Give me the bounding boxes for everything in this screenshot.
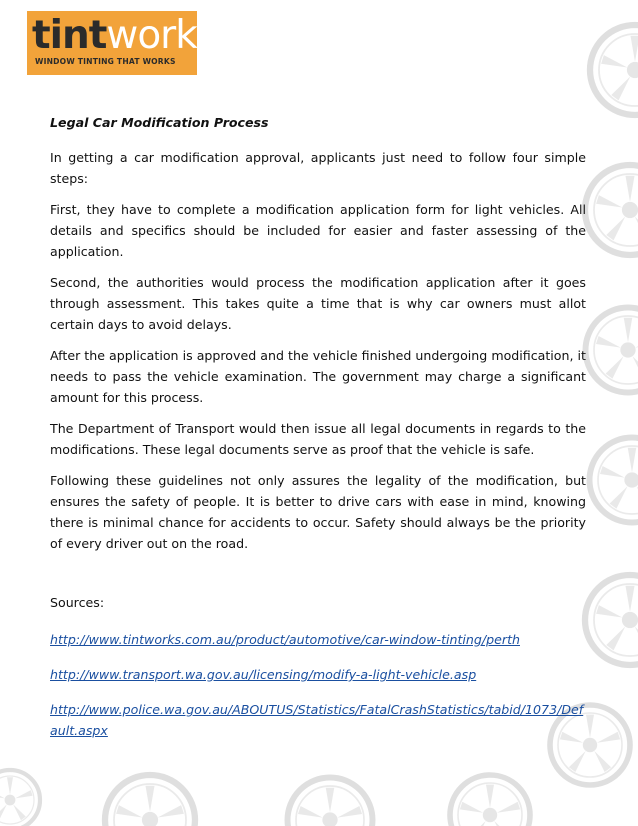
- paragraph-step-2: Second, the authorities would process the modification application after it goes through assessment. This takes quite a time that is why car owners must allot certain days to avoid delays.: [50, 275, 586, 332]
- logo-wordmark: [32, 13, 216, 59]
- source-link-police[interactable]: http://www.police.wa.gov.au/ABOUTUS/Statistics/FatalCrashStatistics/tabid/1073/Default.aspx: [50, 702, 584, 738]
- source-link-transport[interactable]: http://www.transport.wa.gov.au/licensing/modify-a-light-vehicle.asp: [50, 667, 477, 682]
- paragraph-intro: In getting a car modification approval, applicants just need to follow four simple steps:: [50, 150, 586, 186]
- logo-tint-text: tint: [32, 13, 107, 58]
- document-body: [50, 112, 586, 755]
- paragraph-conclusion: Following these guidelines not only assures the legality of the modification, but ensures the safety of people. It is better to drive cars with ease in mind, knowing there is minimal chance for accidents to occur. Safety should always be the priority of every driver out on the road.: [50, 473, 586, 551]
- source-link-tintworks[interactable]: http://www.tintworks.com.au/product/automotive/car-window-tinting/perth: [50, 632, 520, 647]
- paragraph-step-4: The Department of Transport would then issue all legal documents in regards to the modifications. These legal documents serve as proof that the vehicle is safe.: [50, 421, 586, 457]
- paragraph-step-1: First, they have to complete a modification application form for light vehicles. All details and specifics should be included for easier and faster assessing of the application.: [50, 202, 586, 259]
- paragraph-step-3: After the application is approved and the vehicle finished undergoing modification, it needs to pass the vehicle examination. The government may charge a significant amount for this process.: [50, 348, 586, 405]
- logo-works-text: works: [106, 13, 217, 58]
- tintworks-logo: [27, 11, 217, 75]
- sources-label: Sources:: [50, 595, 105, 610]
- logo-tagline: WINDOW TINTING THAT WORKS: [35, 57, 176, 66]
- document-title: Legal Car Modification Process: [50, 115, 269, 130]
